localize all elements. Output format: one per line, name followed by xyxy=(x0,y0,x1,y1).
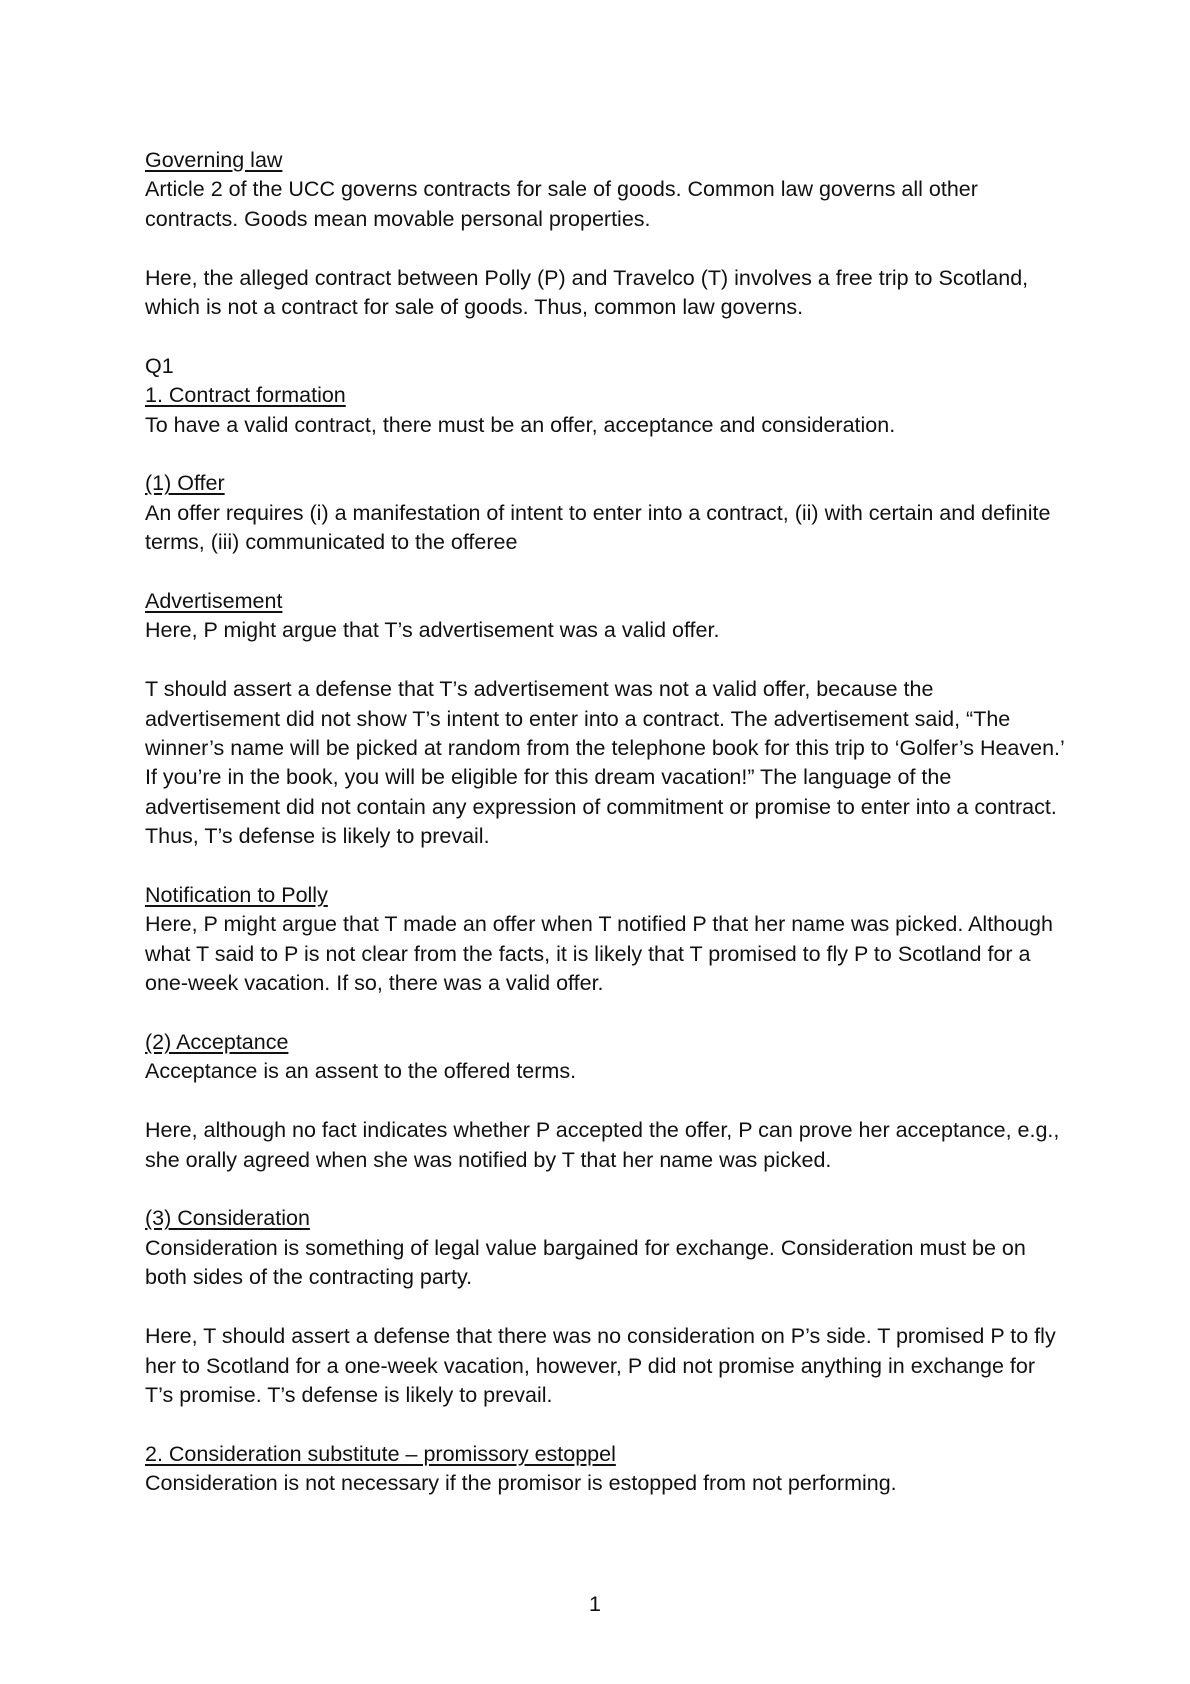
section-heading-offer: (1) Offer xyxy=(145,471,225,496)
document-page xyxy=(145,146,1065,1499)
section-heading-consideration: (3) Consideration xyxy=(145,1206,310,1231)
consideration-paragraph-1: Consideration is something of legal value bargained for exchange. Consideration must be on both sides of the contracting party. xyxy=(145,1235,1026,1290)
acceptance-paragraph-2: Here, although no fact indicates whether P accepted the offer, P can prove her acceptance, e.g., she orally agreed when she was notified by T that her name was picked. xyxy=(145,1118,1060,1172)
question-label-q1: Q1 xyxy=(145,353,174,378)
section-heading-governing-law: Governing law xyxy=(145,148,283,172)
section-heading-advertisement: Advertisement xyxy=(145,589,283,614)
advertisement-paragraph-1: Here, P might argue that T’s advertisement was a valid offer. xyxy=(145,618,720,643)
governing-law-paragraph-1: Article 2 of the UCC governs contracts for sale of goods. Common law governs all other contracts. Goods mean movable personal properties. xyxy=(145,177,978,231)
acceptance-paragraph-1: Acceptance is an assent to the offered terms. xyxy=(145,1059,577,1084)
consideration-substitute-paragraph: Consideration is not necessary if the promisor is estopped from not performing. xyxy=(145,1471,897,1496)
page-number: 1 xyxy=(589,1592,601,1616)
advertisement-paragraph-2: T should assert a defense that T’s advertisement was not a valid offer, because the advertisement did not show T’s intent to enter into a contract. The advertisement said, “The winner’s name will be picked at random from the telephone book for this trip to ‘Golfer’s Heaven.’ If you’re in the book, you will be eligible for this dream vacation!” The language of the advertisement did not contain any expression of commitment or promise to enter into a contract. Thus, T’s defense is likely to prevail. xyxy=(145,677,1064,849)
section-heading-acceptance: (2) Acceptance xyxy=(145,1030,289,1055)
governing-law-paragraph-2: Here, the alleged contract between Polly (P) and Travelco (T) involves a free trip to Scotland, which is not a contract for sale of goods. Thus, common law governs. xyxy=(145,265,1029,320)
consideration-paragraph-2: Here, T should assert a defense that there was no consideration on P’s side. T promised P to fly her to Scotland for a one-week vacation, however, P did not promise anything in exchange for T’s promise. T’s defense is likely to prevail. xyxy=(145,1324,1056,1407)
contract-formation-paragraph: To have a valid contract, there must be an offer, acceptance and consideration. xyxy=(145,412,896,437)
section-heading-notification: Notification to Polly xyxy=(145,883,328,908)
section-heading-consideration-substitute: 2. Consideration substitute – promissory estoppel xyxy=(145,1441,616,1466)
offer-paragraph: An offer requires (i) a manifestation of intent to enter into a contract, (ii) with certain and definite terms, (iii) communicated to the offeree xyxy=(145,500,1051,555)
notification-paragraph: Here, P might argue that T made an offer when T notified P that her name was picked. Although what T said to P is not clear from the facts, it is likely that T promised to fly P to Scotland for a one-week vacation. If so, there was a valid offer. xyxy=(145,912,1053,996)
section-heading-contract-formation: 1. Contract formation xyxy=(145,383,346,408)
